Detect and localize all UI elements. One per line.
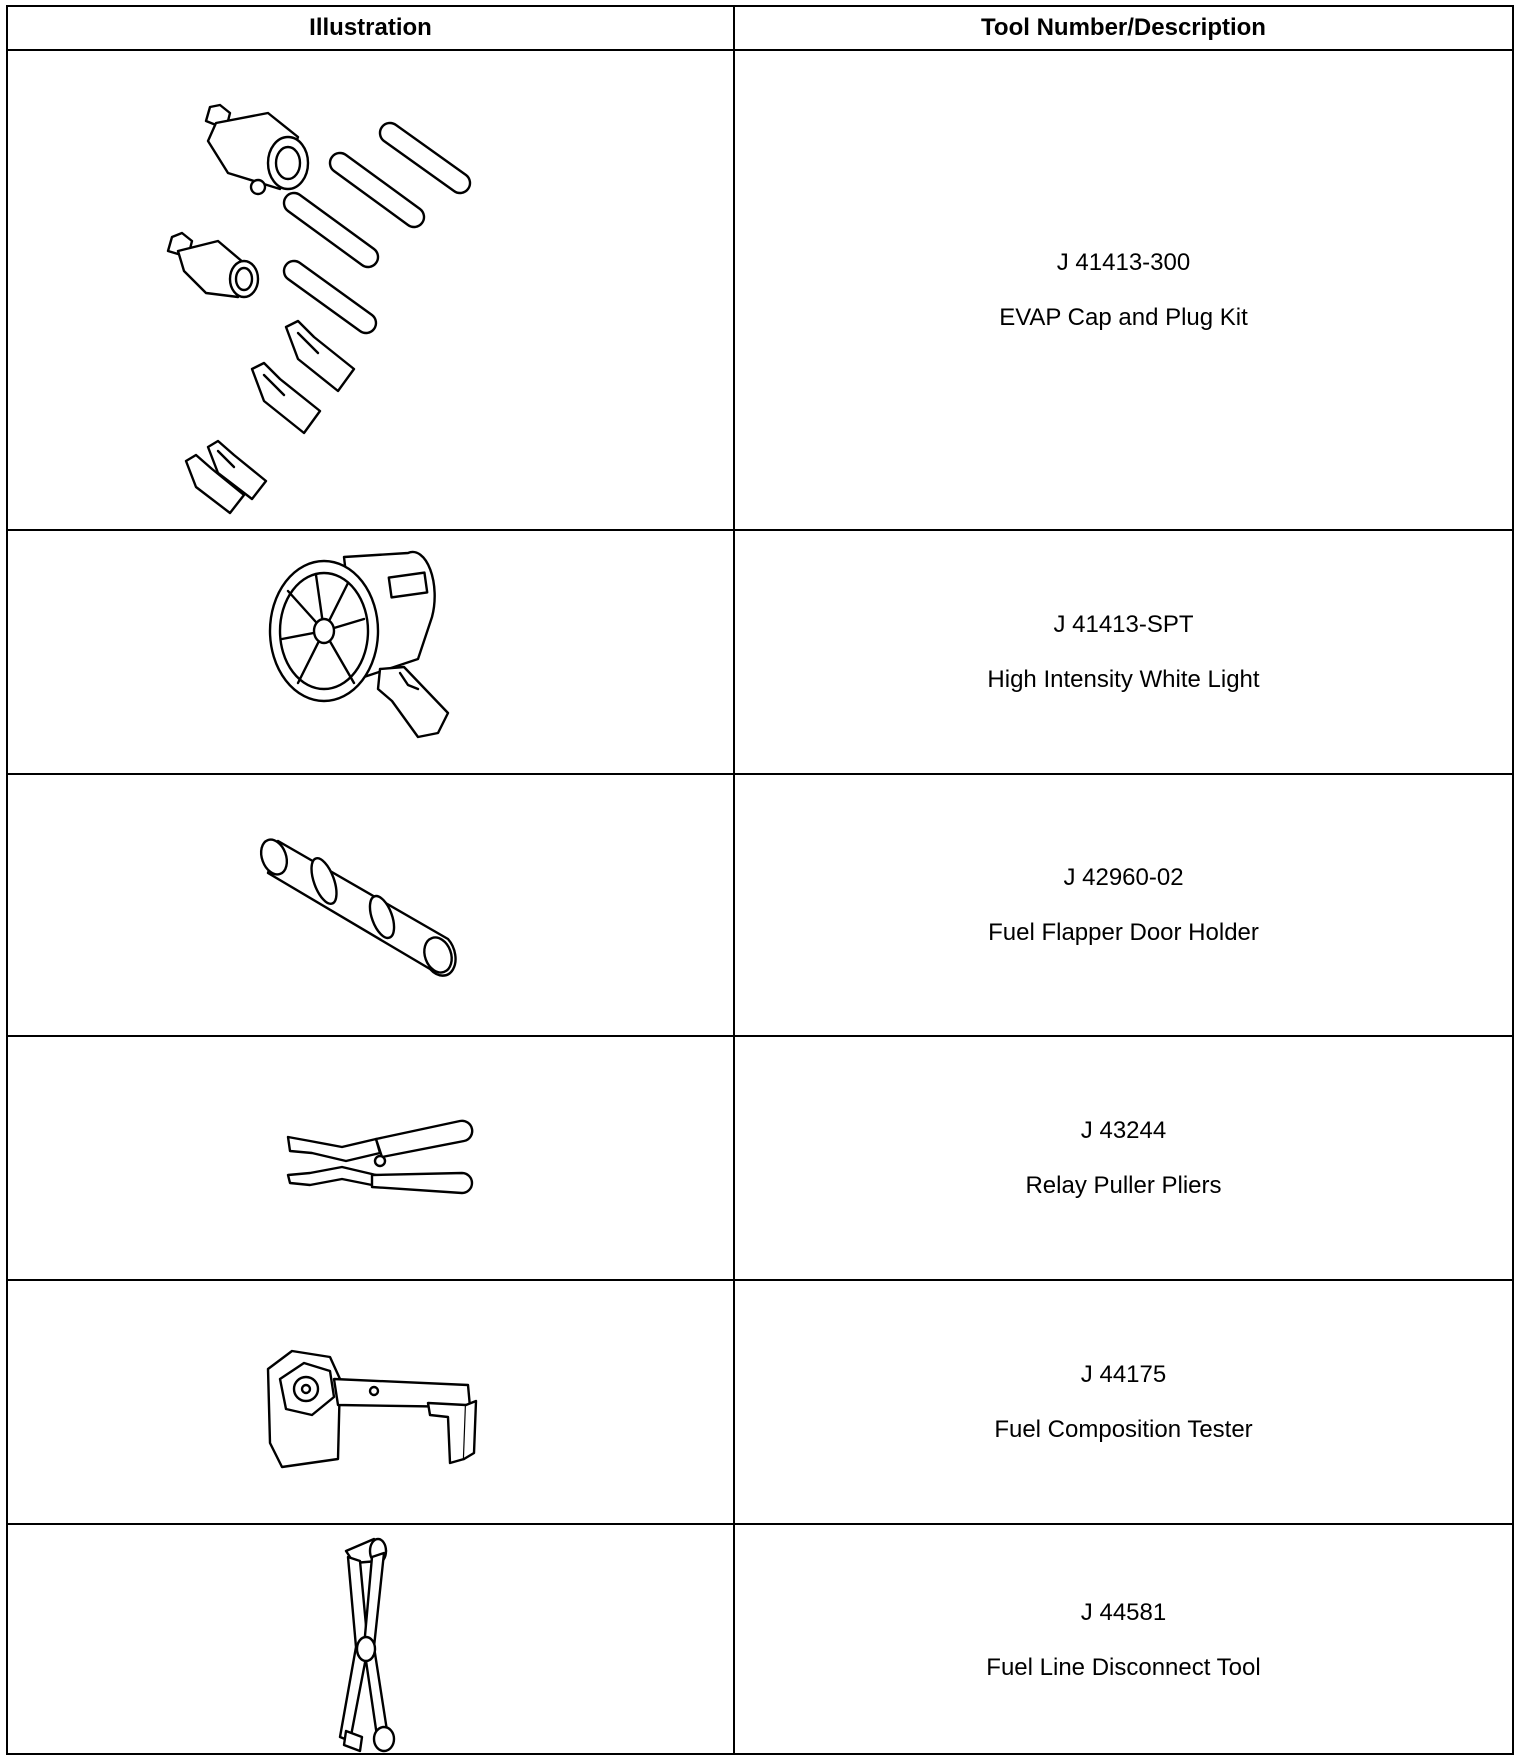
tool-description: Fuel Composition Tester — [994, 1415, 1253, 1443]
tool-description: High Intensity White Light — [987, 665, 1260, 693]
table-row — [8, 531, 1512, 775]
fuel-line-disconnect-tool-icon — [338, 1531, 428, 1753]
tool-number: J 43244 — [1080, 1116, 1167, 1144]
header-description: Tool Number/Description — [981, 14, 1266, 41]
tool-number: J 42960-02 — [1063, 863, 1184, 891]
table-header-row — [8, 7, 1512, 51]
tool-description: Fuel Line Disconnect Tool — [986, 1653, 1261, 1681]
relay-puller-pliers-icon — [286, 1117, 476, 1207]
table-row — [8, 775, 1512, 1037]
evap-cap-plug-kit-icon — [148, 101, 608, 501]
flapper-door-holder-icon — [270, 821, 480, 981]
tool-description: EVAP Cap and Plug Kit — [999, 303, 1248, 331]
tool-table — [6, 5, 1514, 1755]
table-row — [8, 1525, 1512, 1755]
tool-description: Fuel Flapper Door Holder — [988, 918, 1259, 946]
tool-number: J 44175 — [1080, 1360, 1167, 1388]
table-row — [8, 51, 1512, 531]
tool-number: J 41413-300 — [1056, 248, 1191, 276]
tool-number: J 41413-SPT — [1053, 610, 1194, 638]
tool-description: Relay Puller Pliers — [1025, 1171, 1222, 1199]
table-row — [8, 1281, 1512, 1525]
fuel-composition-tester-icon — [262, 1349, 492, 1489]
spotlight-icon — [268, 549, 498, 749]
table-row — [8, 1037, 1512, 1281]
tool-number: J 44581 — [1080, 1598, 1167, 1626]
header-illustration: Illustration — [8, 7, 735, 49]
